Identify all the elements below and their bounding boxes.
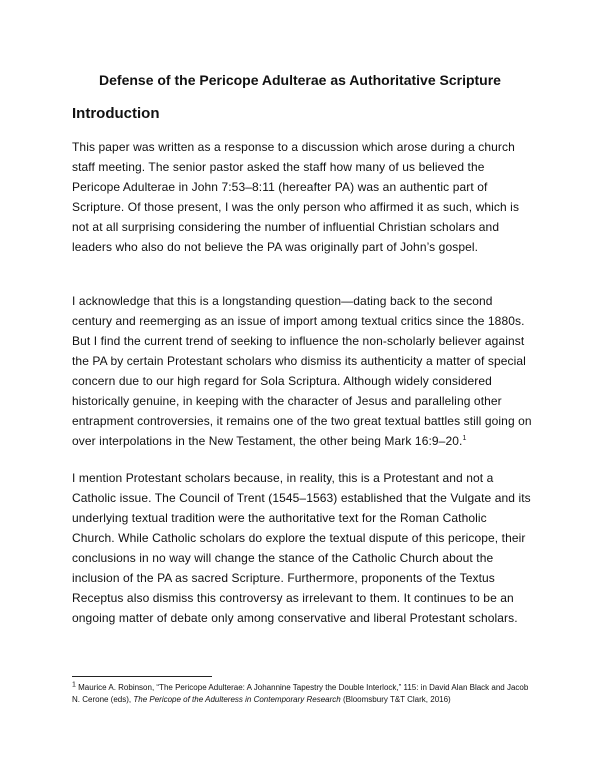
footnote-number: 1 — [72, 681, 76, 689]
footnote-book-title: The Pericope of the Adulteress in Contemporary Research — [133, 695, 341, 704]
paragraph-2 — [72, 291, 532, 451]
paragraph-3 — [72, 468, 532, 628]
paragraph-1 — [72, 137, 532, 257]
paragraph-1-text: This paper was written as a response to a discussion which arose during a church staff meeting. The senior pastor asked the staff how many of us believed the Pericope Adulterae in John 7:53–8:11 (hereafter PA) was an authentic part of Scripture. Of those present, I was the only person who affirmed it as such, which is not at all surprising considering the number of influential Christian scholars and leaders who also do not believe the PA was originally part of John’s gospel. — [72, 140, 520, 254]
paragraph-2-text: I acknowledge that this is a longstanding question—dating back to the second century and reemerging as an issue of import among textual critics since the 1880s. But I find the current trend of seeking to influence the non-scholarly believer against the PA by certain Protestant scholars who dismiss its authenticity a matter of special concern due to our high regard for Sola Scriptura. Although widely considered historically genuine, in keeping with the character of Jesus and paralleling other entrapment controversies, it remains one of the two great textual battles still going on over interpolations in the New Testament, the other being Mark 16:9–20. — [72, 294, 532, 448]
footnote-text-after: (Bloomsbury T&T Clark, 2016) — [340, 695, 451, 704]
footnote-text-before: Maurice A. Robinson, “The Pericope Adulterae: A Johannine Tapestry the Double Interlock,” 115: in David Alan Black and Jacob N. Cerone (eds), — [72, 683, 529, 704]
footnote-divider — [72, 676, 212, 677]
section-heading: Introduction — [72, 105, 160, 122]
footnote-marker[interactable]: 1 — [462, 435, 467, 442]
paragraph-3-text: I mention Protestant scholars because, in reality, this is a Protestant and not a Catholic issue. The Council of Trent (1545–1563) established that the Vulgate and its underlying textual tradition were the authoritative text for the Roman Catholic Church. While Catholic scholars do explore the textual dispute of this pericope, their conclusions in no way will change the stance of the Catholic Church about the inclusion of the PA as sacred Scripture. Furthermore, proponents of the Textus Receptus also dismiss this controversy as irrelevant to them. It continues to be an ongoing matter of debate only among conservative and liberal Protestant scholars. — [72, 471, 531, 625]
footnote — [72, 682, 532, 706]
document-title: Defense of the Pericope Adulterae as Authoritative Scripture — [99, 72, 501, 88]
